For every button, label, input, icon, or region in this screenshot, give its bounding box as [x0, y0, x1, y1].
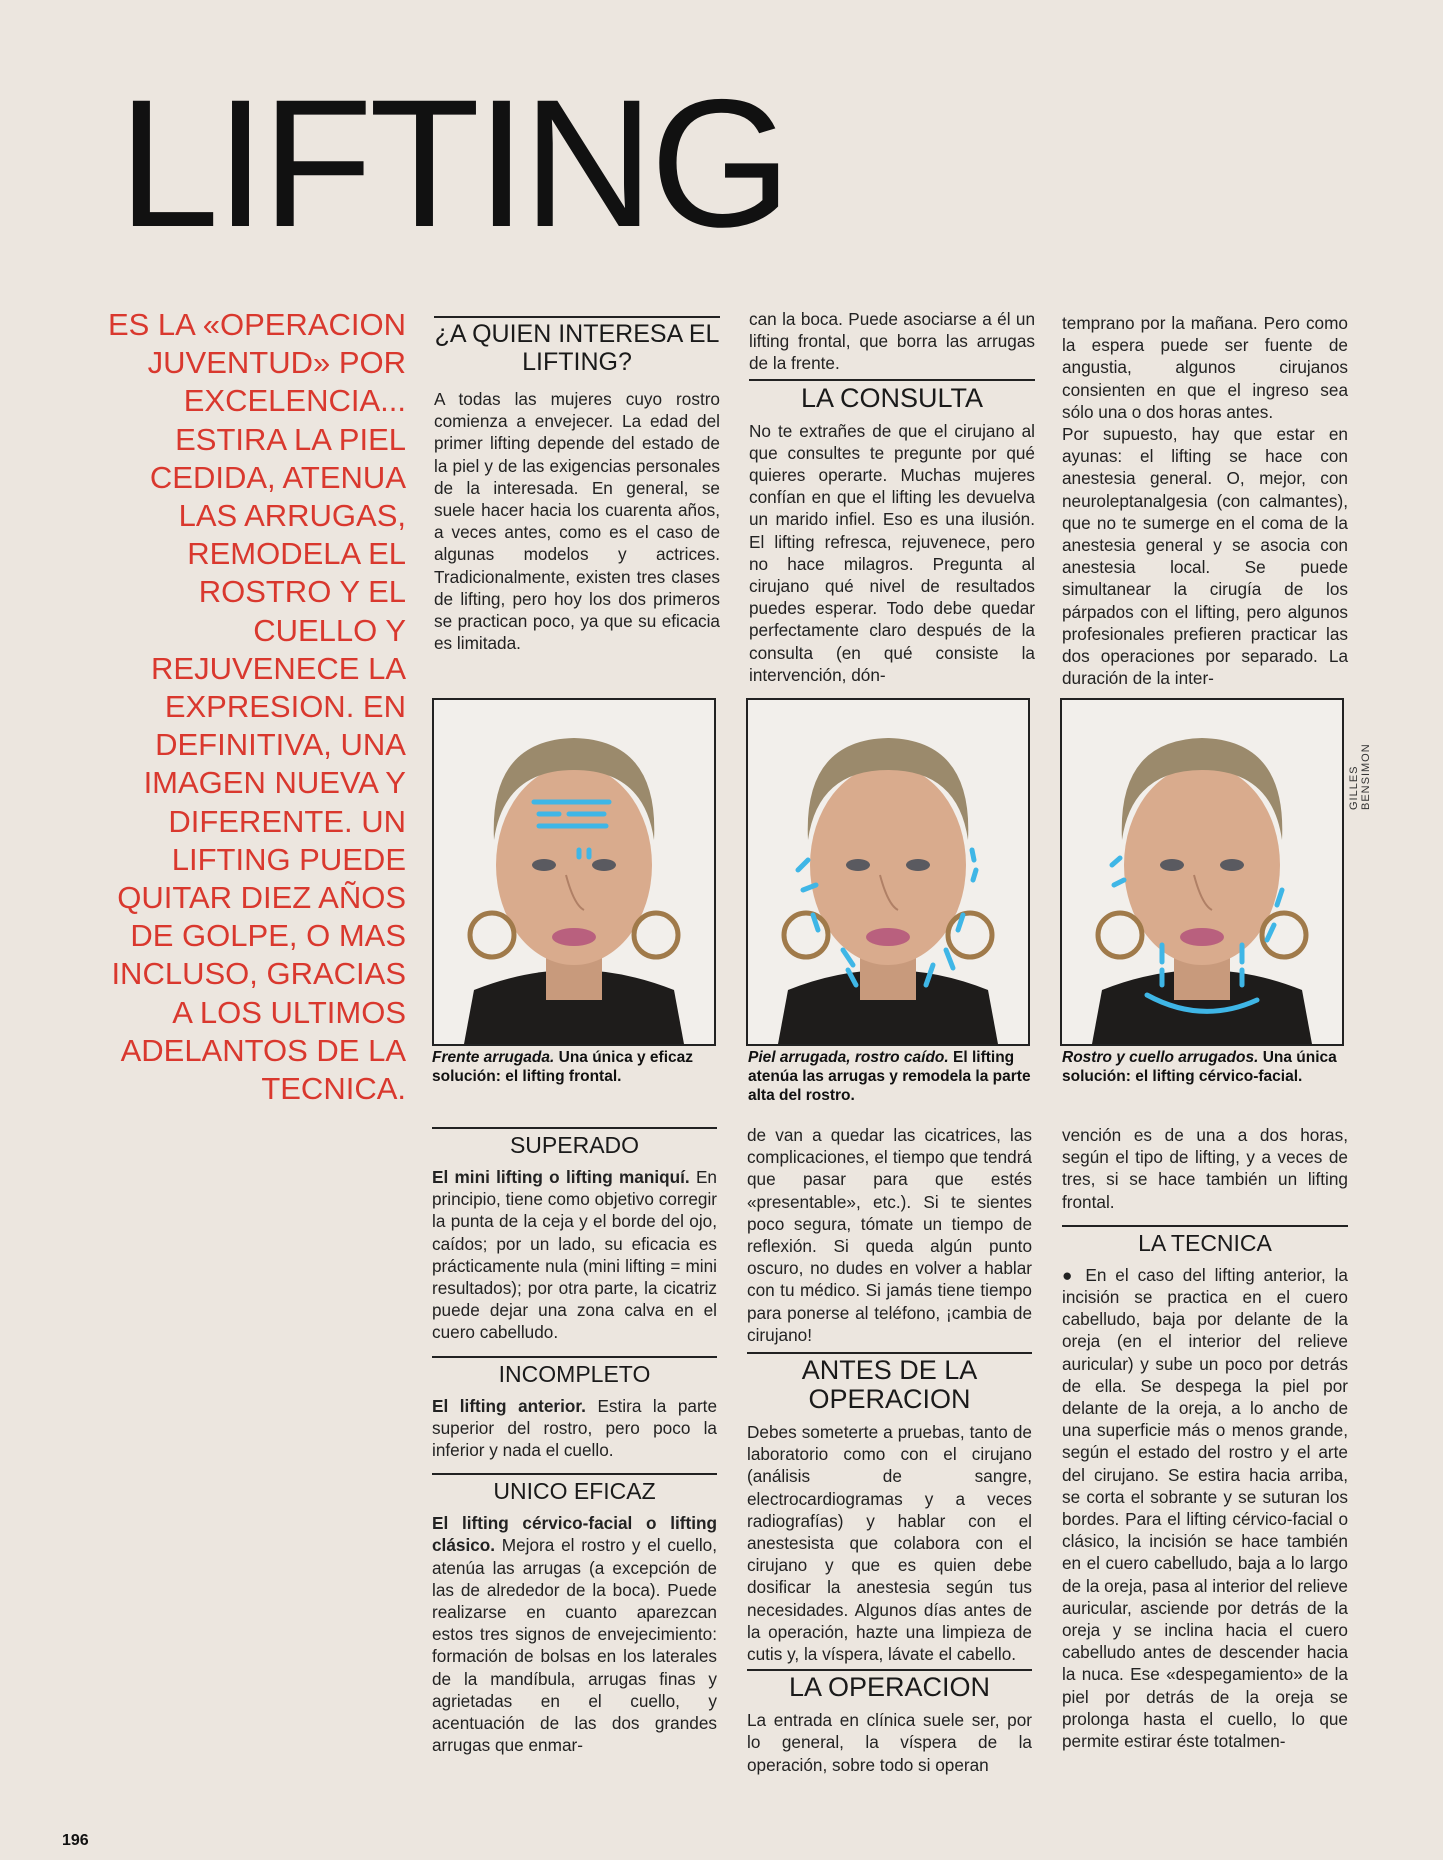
column-3-bottom: [1062, 1124, 1348, 1752]
paragraph: La entrada en clínica suele ser, por lo general, la víspera de la operación, sobre todo si operan: [747, 1710, 1032, 1775]
caption-text: Una única solución: el lifting cérvico-facial.: [1062, 1049, 1337, 1085]
paragraph: ● En el caso del lifting anterior, la incisión se practica en el cuero cabelludo, baja por delante de la oreja (en el interior del relieve auricular) y sube un poco por detrás de ella. Se despega la piel por delante de la oreja, a lo ancho de una superficie más o menos grande, según el estado del rostro y el arte del cirujano. Se estira hacia arriba, se corta el sobrante y se suturan los bordes. Para el lifting cérvico-facial o clásico, la incisión se hace también en el cuero cabelludo, baja a lo largo de la oreja, pasa al interior del relieve auricular, asciende por detrás de la oreja y se inclina hacia el cuero cabelludo antes de descender hacia la nuca. Ese «despegamiento» de la piel por detrás de la oreja se prolonga hasta el cuello, lo que permite estirar éste totalmen-: [1062, 1264, 1348, 1752]
heading-superado: SUPERADO: [432, 1127, 717, 1159]
heading-la-tecnica: LA TECNICA: [1062, 1225, 1348, 1257]
photo-piel-arrugada: [746, 698, 1030, 1046]
heading-unico-eficaz: UNICO EFICAZ: [432, 1473, 717, 1505]
caption-2: [748, 1048, 1034, 1105]
lead-text: El lifting anterior.: [432, 1395, 586, 1416]
caption-text: Una única y eficaz solución: el lifting frontal.: [432, 1049, 694, 1085]
page-title: LIFTING: [118, 61, 788, 265]
caption-lead: Frente arrugada.: [432, 1049, 555, 1066]
photo-frente-arrugada: [432, 698, 716, 1046]
paragraph: [432, 1395, 717, 1462]
paragraph: [432, 1512, 717, 1756]
heading-antes-operacion: ANTES DE LA OPERACION: [747, 1352, 1032, 1414]
body-text: Mejora el rostro y el cuello, atenúa las arrugas (a excepción de las de alrededor de la boca). Puede realizarse en cuanto aparezcan estos tres signos de envejecimiento: formación de bolsas en los laterales de la mandíbula, arrugas finas y agrietadas en el cuello, y acentuación de las dos grandes arrugas que enmar-: [432, 1535, 717, 1756]
paragraph: Por supuesto, hay que estar en ayunas: el lifting se hace con anestesia general. O, mejor, con neuroleptanalgesia (con calmantes), que no te sumerge en el coma de la anestesia general y se asocia con anestesia local. Se puede simultanear la cirugía de los párpados con el lifting, pero algunos profesionales prefieren practicar las dos operaciones por separado. La duración de la inter-: [1062, 424, 1348, 689]
paragraph: de van a quedar las cicatrices, las complicaciones, el tiempo que tendrá que pasar para que estés «presentable», etc.). Si te sientes poco segura, tómate un tiempo de reflexión. Si queda algún punto oscuro, no dudes en volver a hablar con tu médico. Si jamás tiene tiempo para ponerse al teléfono, ¡cambia de cirujano!: [747, 1125, 1032, 1345]
paragraph: can la boca. Puede asociarse a él un lifting frontal, que borra las arrugas de la frente.: [749, 309, 1035, 374]
heading-la-consulta: LA CONSULTA: [749, 379, 1035, 413]
face-illustration: [434, 700, 714, 1044]
column-1-top: [434, 316, 720, 654]
photo-rostro-cuello: [1060, 698, 1344, 1046]
caption-lead: Rostro y cuello arrugados.: [1062, 1049, 1259, 1066]
caption-text: El lifting atenúa las arrugas y remodela la parte alta del rostro.: [748, 1049, 1031, 1104]
column-1-bottom: [432, 1127, 717, 1756]
intro-text: ES LA «OPERACION JUVENTUD» POR EXCELENCIA... ESTIRA LA PIEL CEDIDA, ATENUA LAS ARRUGAS, REMODELA EL ROSTRO Y EL CUELLO Y REJUVENECE LA EXPRESION. EN DEFINITIVA, UNA IMAGEN NUEVA Y DIFERENTE. UN LIFTING PUEDE QUITAR DIEZ AÑOS DE GOLPE, O MAS INCLUSO, GRACIAS A LOS ULTIMOS ADELANTOS DE LA TECNICA.: [107, 307, 406, 1107]
paragraph: No te extrañes de que el cirujano al que consultes te pregunte por qué quieres operarte. Muchas mujeres confían en que el lifting les devuelva un marido infiel. Eso es una ilusión. El lifting refresca, rejuvenece, pero no hace milagros. Pregunta al cirujano qué nivel de resultados puedes esperar. Todo debe quedar perfectamente claro después de la consulta (en qué consiste la intervención, dón-: [749, 420, 1035, 685]
caption-3: [1062, 1048, 1348, 1086]
lead-text: El mini lifting o lifting maniquí.: [432, 1167, 690, 1187]
caption-lead: Piel arrugada, rostro caído.: [748, 1049, 949, 1066]
photo-credit: GILLES BENSIMON: [1348, 743, 1372, 810]
heading-la-operacion: LA OPERACION: [747, 1669, 1032, 1702]
lead-text: El lifting cérvico-facial o lifting clásico.: [432, 1513, 717, 1556]
paragraph: A todas las mujeres cuyo rostro comienza a envejecer. La edad del primer lifting depende del estado de la piel y de las exigencias personales de la interesada. En general, se suele hacer hacia los cuarenta años, a veces antes, como es el caso de algunas modelos y actrices. Tradicionalmente, existen tres clases de lifting, pero hoy los dos primeros se practican poco, ya que su eficacia es limitada.: [434, 389, 720, 654]
page-number: 196: [62, 1832, 89, 1849]
heading-incompleto: INCOMPLETO: [432, 1356, 717, 1388]
column-3-top: [1062, 312, 1348, 689]
face-illustration: [1062, 700, 1342, 1044]
body-text: En principio, tiene como objetivo corregir la punta de la ceja y el borde del ojo, caídos; por un lado, su eficacia es prácticamente nula (mini lifting = mini resultados); por otra parte, la cicatriz puede dejar una zona calva en el cuero cabelludo.: [432, 1167, 717, 1343]
paragraph: temprano por la mañana. Pero como la espera puede ser fuente de angustia, algunos cirujanos consienten en que el ingreso sea sólo una o dos horas antes.: [1062, 313, 1348, 422]
column-2-bottom: [747, 1124, 1032, 1776]
paragraph: [432, 1166, 717, 1344]
body-text: Estira la parte superior del rostro, pero poco la inferior y nada el cuello.: [432, 1395, 717, 1461]
paragraph: vención es de una a dos horas, según el tipo de lifting, y a veces de tres, si se hace también un lifting frontal.: [1062, 1125, 1348, 1212]
caption-1: [432, 1048, 720, 1086]
face-illustration: [748, 700, 1028, 1044]
heading-quien-interesa: ¿A QUIEN INTERESA EL LIFTING?: [434, 316, 720, 376]
column-2-top: [749, 308, 1035, 686]
paragraph: Debes someterte a pruebas, tanto de laboratorio como con el cirujano (análisis de sangre, electrocardiogramas y a veces radiografías) y hablar con el anestesista que colabora con el cirujano y que es quien debe dosificar la anestesia según tus necesidades. Algunos días antes de la operación, hazte una limpieza de cutis y, la víspera, lávate el cabello.: [747, 1422, 1032, 1665]
